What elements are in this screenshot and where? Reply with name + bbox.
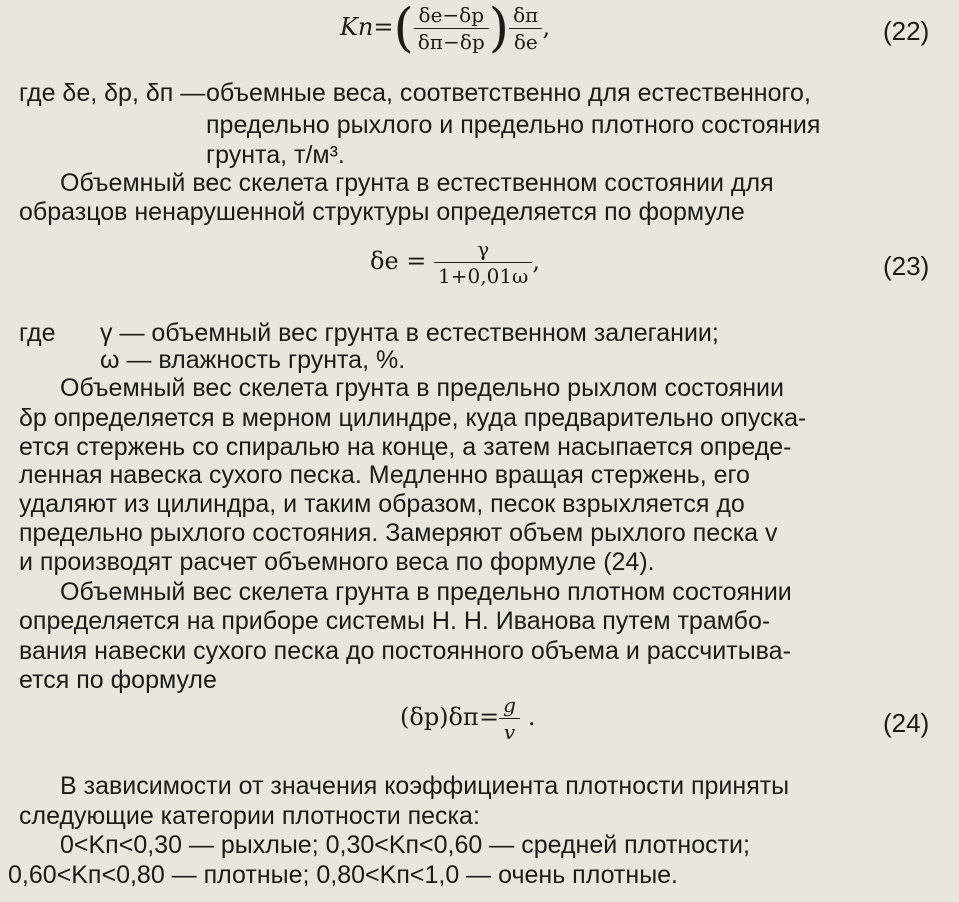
- paragraph-2-line: ется стержень со спиралью на конце, а затем насыпается опреде-: [19, 433, 792, 461]
- right-paren: ): [488, 0, 510, 59]
- fraction-24: [499, 692, 520, 745]
- paragraph-2-line: ленная навеска сухого песка. Медленно вращая стержень, его: [19, 461, 750, 489]
- fraction-denominator: δп−δp: [417, 30, 485, 54]
- formula-23-lhs: δe =: [370, 247, 427, 275]
- paragraph-3-line: определяется на приборе системы Н. Н. Иванова путем трамбо-: [19, 607, 771, 635]
- formula-23: [370, 236, 540, 289]
- paragraph-3-line: вания навески сухого песка до постоянного объема и рассчитыва-: [19, 637, 791, 665]
- paragraph-3-line: Объемный вес скелета грунта в предельно плотном состоянии: [60, 578, 792, 606]
- where-text-2-line-1: γ — объемный вес грунта в естественном залегании;: [100, 319, 719, 347]
- formula-24-lhs: (δp)δп=: [400, 703, 500, 731]
- fraction-numerator: γ: [434, 236, 532, 263]
- fraction-denominator: δe: [513, 30, 538, 54]
- paragraph-4-line: В зависимости от значения коэффициента плотности приняты: [60, 772, 790, 800]
- equation-number-24: (24): [883, 708, 930, 738]
- equation-number-23: (23): [883, 251, 930, 281]
- formula-trail: ,: [542, 13, 551, 41]
- formula-22: [340, 0, 551, 59]
- paragraph-4-line: следующие категории плотности песка:: [19, 802, 480, 830]
- paragraph-4-line: 0<Kп<0,30 — рыхлые; 0,30<Kп<0,60 — средней плотности;: [60, 831, 750, 859]
- where-label-1: где δe, δp, δп —: [19, 79, 206, 107]
- where-text-1-line-2: предельно рыхлого и предельно плотного состояния: [206, 111, 821, 139]
- left-paren: (: [393, 0, 414, 59]
- paragraph-1-line: Объемный вес скелета грунта в естественном состоянии для: [60, 169, 774, 197]
- paragraph-2-line: и производят расчет объемного веса по формуле (24).: [19, 548, 655, 576]
- where-text-1-line-3: грунта, т/м³.: [206, 141, 345, 169]
- paragraph-1-line: образцов ненарушенной структуры определяется по формуле: [19, 198, 745, 226]
- paragraph-2-line: предельно рыхлого состояния. Замеряют объем рыхлого песка v: [19, 519, 778, 547]
- paragraph-2-line: δp определяется в мерном цилиндре, куда предварительно опуска-: [19, 404, 807, 432]
- where-label-2: где: [19, 319, 56, 347]
- paragraph-2-line: удаляют из цилиндра, и таким образом, песок взрыхляется до: [19, 490, 745, 518]
- fraction-numerator: δe−δp: [414, 2, 489, 29]
- paragraph-2-line: Объемный вес скелета грунта в предельно рыхлом состоянии: [60, 374, 784, 402]
- formula-22-lhs: Kп=: [340, 13, 394, 41]
- fraction-22b: [509, 2, 542, 55]
- equation-number-22: (22): [883, 16, 930, 46]
- formula-trail: ,: [532, 247, 540, 275]
- fraction-23: [434, 236, 532, 289]
- formula-24: [400, 692, 536, 745]
- fraction-numerator: g: [499, 692, 520, 719]
- paragraph-4-line: 0,60<Kп<0,80 — плотные; 0,80<Kп<1,0 — очень плотные.: [8, 861, 679, 889]
- where-text-1-line-1: объемные веса, соответственно для естественного,: [206, 79, 811, 107]
- fraction-numerator: δп: [509, 2, 542, 29]
- where-text-2-line-2: ω — влажность грунта, %.: [100, 346, 406, 374]
- formula-trail: .: [527, 703, 536, 731]
- fraction-denominator: v: [503, 720, 516, 744]
- paragraph-3-line: ется по формуле: [19, 666, 217, 694]
- fraction-22a: [414, 2, 489, 55]
- fraction-denominator: 1+0,01ω: [438, 264, 529, 288]
